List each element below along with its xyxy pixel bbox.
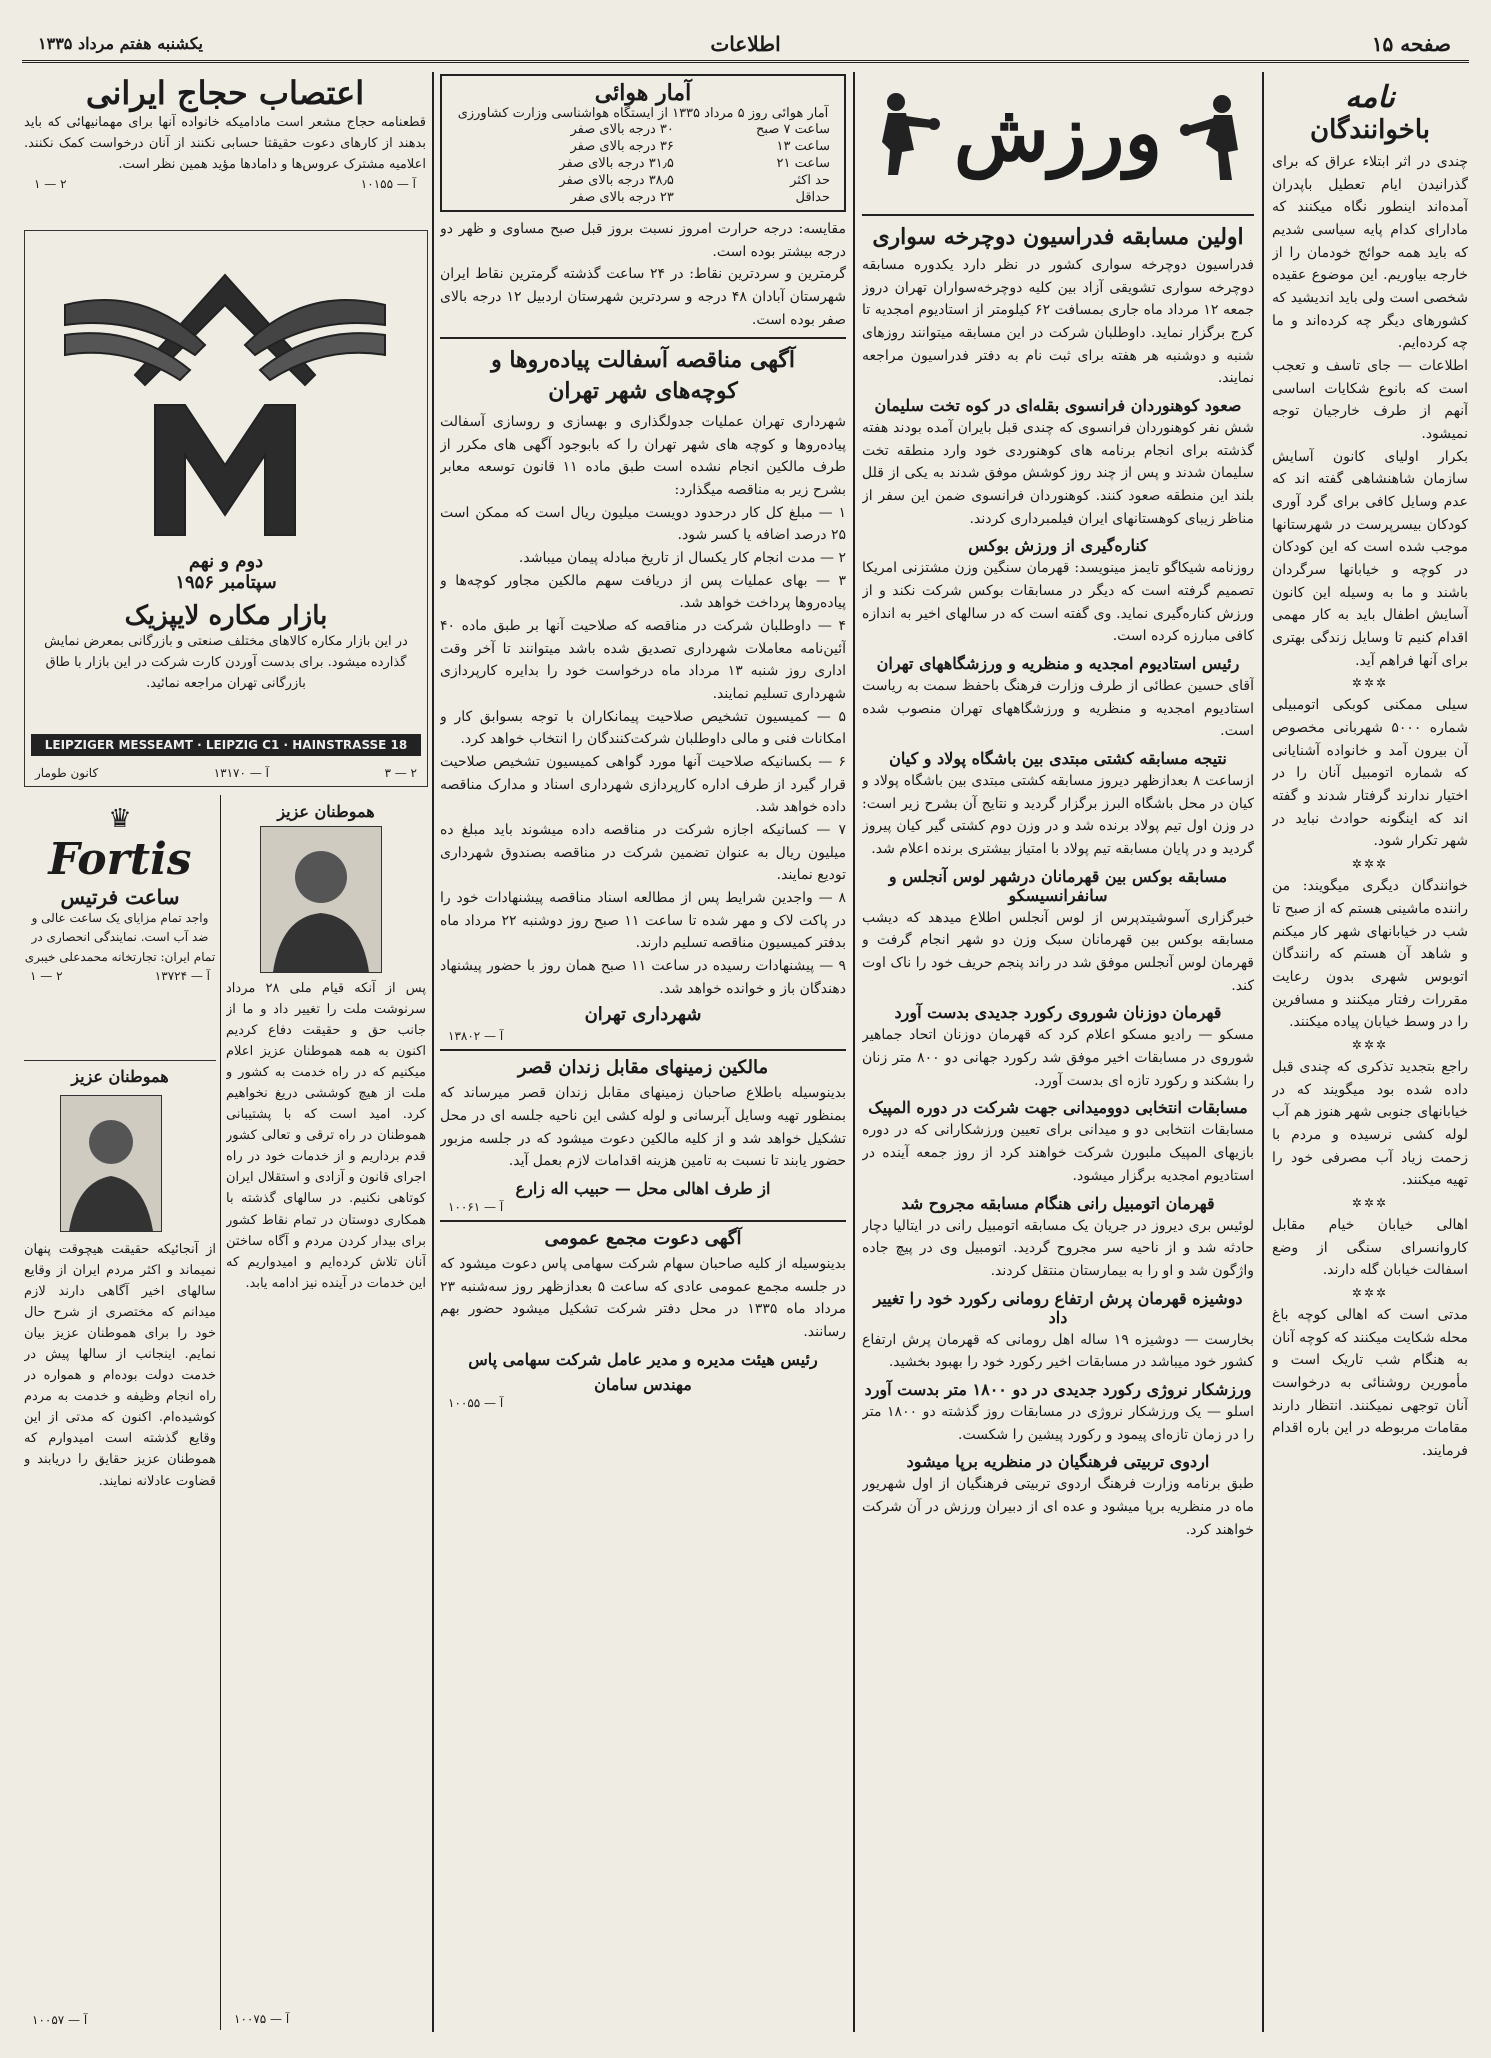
weather-table	[450, 121, 836, 206]
ad-code: آ — ۱۳۸۰۲	[448, 1029, 504, 1044]
sports-subheading: رئیس استادیوم امجدیه و منظریه و ورزشگاههای تهران	[876, 654, 1240, 674]
letters-title-script: نامه	[1345, 80, 1395, 115]
sports-article: شش نفر کوهنوردان فرانسوی که چندی قبل بایران آمده بودند هفته گذشته برای انجام برنامه های کوهنوردی خود وارد منطقه تخت سلیمان شدند و پس از چند روز کوشش موفق شدند به یکی از قلل بلند این منطقه صعود کنند. کوهنوردان فرانسوی ضمن این سفر از مناظر زیبای کوهستانهای ایران فیلمبرداری کردند.	[862, 420, 1254, 527]
sports-subheading: دوشیزه قهرمان پرش ارتفاع رومانی رکورد خود را تغییر داد	[873, 1288, 1243, 1327]
tender-paragraph: ۸ — واجدین شرایط پس از مطالعه اسناد مناقصه پیشنهادات خود را در پاکت لاک و مهر شده تا ساعت ۱۱ صبح روز دوشنبه ۲۲ مرداد ماه بدفتر کمیسیون مناقصه تسلیم دارند.	[440, 890, 846, 952]
separator-stars: ✲✲✲	[1351, 857, 1389, 872]
weather-time: ساعت ۱۳	[776, 139, 830, 154]
tender-paragraph: ۵ — کمیسیون تشخیص صلاحیت پیمانکاران با توجه بسوابق کار و امکانات فنی و مالی داوطلبان شرکت‌کنندگان را انتخاب خواهد کرد.	[440, 708, 846, 748]
section-divider	[440, 1049, 846, 1051]
ad-code: آ — ۱۳۷۲۴	[154, 969, 210, 984]
weather-time: ساعت ۲۱	[776, 156, 830, 171]
assembly-ad-signature: رئیس هیئت مدیره و مدیر عامل شرکت سهامی پاس	[468, 1349, 818, 1369]
ad-code: آ — ۱۰۱۵۵	[360, 177, 416, 192]
tender-paragraph: ۶ — بکسانیکه صلاحیت آنها مورد گواهی کمیسیون تشخیص صلاحیت قرار گیرد از طرف اداره کارپردازی شهرداری اسناد و مدارک مناقصه داده خواهد شد.	[440, 754, 846, 816]
fortis-brand: Fortis	[48, 834, 192, 885]
leipzig-text	[35, 551, 417, 694]
weather-value: ۳۰ درجه بالای صفر	[570, 122, 674, 137]
weather-value: ۳۱٫۵ درجه بالای صفر	[559, 156, 674, 171]
fair-banner: LEIPZIGER MESSEAMT · LEIPZIG C1 · HAINSTRASSE 18	[31, 734, 421, 756]
prison-ad-body: بدینوسیله باطلاع صاحبان زمینهای مقابل زندان قصر میرساند که بمنظور تهیه وسایل آبرسانی و لوله کشی این ناحیه جلسه ای در محل تشکیل خواهد شد و از کلیه مالکین دعوت میشود که در جلسه مزبور حضور یابند تا نسبت به تامین هزینه اقدامات لازم بعمل آید.	[440, 1085, 846, 1170]
sports-article: ازساعت ۸ بعدازظهر دیروز مسابقه کشتی مبتدی بین باشگاه پولاد و کیان در محل باشگاه البرز برگزار گردید و نتایج آن بشرح زیر است: در وزن اول تیم پولاد برنده شد و در وزن دوم کشتی گیر کیان پیروز گردید و در پایان مسابقه تیم پولاد با امتیاز بیشتری برنده اعلام شد.	[862, 773, 1254, 858]
weather-title: آمار هوائی	[594, 80, 692, 106]
portrait-photo	[260, 826, 382, 973]
sports-subheading: صعود کوهنوردان فرانسوی بقله‌ای در کوه تخت سلیمان	[874, 396, 1242, 416]
sports-article: آقای حسین عطائی از طرف وزارت فرهنگ باحفظ سمت به ریاست استادیوم امجدیه و منظریه و ورزشگاههای تهران منصوب شده است.	[862, 678, 1254, 740]
sports-article: بخارست — دوشیزه ۱۹ ساله اهل رومانی که قهرمان پرش ارتفاع کشور خود میباشد در مسابقات اخیر رکورد خود را بهبود بخشید.	[862, 1331, 1254, 1371]
letter-paragraph: راجع بتجدید تذکری که چندی قبل داده شده بود میگویند که در خیابانهای جنوبی شهر هنوز هم آب لوله کشی نرسیده و مردم با زحمت زیاد آب مصرفی خود را تهیه میکنند.	[1272, 1058, 1468, 1189]
issue-date: یکشنبه هفتم مرداد ۱۳۳۵	[38, 34, 203, 53]
middle-right-column	[440, 74, 846, 2032]
section-divider	[440, 337, 846, 339]
assembly-ad-signature-name: مهندس سامان	[594, 1374, 692, 1394]
fortis-title: ساعت فرتیس	[60, 885, 180, 909]
weather-row	[450, 138, 836, 155]
tender-paragraph: شهرداری تهران عملیات جدولگذاری و بهسازی و روسازی آسفالت پیاده‌روها و کوچه های شهر تهران را که بابوجود آگهی های مکرر از طرف مالکین انجام نشده است طبق ماده ۱۱ قانون توسعه معابر بشرح زیر به مناقصه میگذارد:	[440, 413, 846, 498]
crown-icon: ♛	[108, 804, 132, 834]
obituary-middle	[226, 796, 426, 2032]
tender-paragraph: ۷ — کسانیکه اجازه شرکت در مناقصه داده میشوند باید مبلغ ده میلیون ریال به عنوان تضمین شرکت در مناقصه بصندوق شهرداری تودیع نمایند.	[440, 822, 846, 884]
ad-code: آ — ۱۳۱۷۰	[213, 766, 269, 780]
sports-banner-title: ورزش	[953, 88, 1163, 179]
sports-subheading: مسابقات انتخابی دوومیدانی جهت شرکت در دوره المپیک	[868, 1098, 1248, 1118]
page-number: صفحه ۱۵	[1371, 32, 1451, 56]
separator-stars: ✲✲✲	[1351, 676, 1389, 691]
letter-paragraph: اطلاعات — جای تاسف و تعجب است که بانوع شکایات اساسی آنهم از طرف خارجیان توجه نمیشود.	[1272, 358, 1468, 443]
newspaper-name: اطلاعات	[710, 32, 781, 56]
fair-caption: کانون طومار	[35, 766, 99, 780]
hajj-ad	[24, 74, 426, 234]
fair-title: بازار مکاره لایپزیک	[124, 601, 328, 631]
assembly-ad-title: آگهی دعوت مجمع عمومی	[544, 1228, 742, 1250]
sports-article: فدراسیون دوچرخه سواری کشور در نظر دارد یکدوره مسابقه دوچرخه سواری تشویقی آزاد بین کلیه دوچرخه‌سواران تهران دروز جمعه ۱۲ مرداد ماه جاری بمسافت ۶۲ کیلومتر از استادیوم امجدیه تا کرج برگزار نماید. داوطلبان شرکت در این مسابقه میتوانند روزهای شنبه و دوشنبه هر هفته برای ثبت نام به دفتر فدراسیون مراجعه نمایند.	[862, 257, 1254, 387]
ad-code: ۳ — ۲	[384, 766, 417, 780]
portrait-icon	[261, 827, 381, 972]
ad-code: آ — ۱۰۰۷۵	[234, 2012, 290, 2026]
separator-stars: ✲✲✲	[1351, 1285, 1389, 1300]
prison-ad-title: مالکین زمینهای مقابل زندان قصر	[517, 1057, 769, 1079]
letter-paragraph: چندی در اثر ابتلاء عراق که برای گذرانیدن ایام تعطیل باپدران آمده‌اند اینطور نگاه میکنند که مادارای کدام پایه سیاسی شدیم که باید همه حوائج خودمان را از خارجه بیاوریم. این موضوع عقیده شخصی است ولی باید اندیشید که کشورهای دیگر چه کرده‌اند و ما چه کرده‌ایم.	[1272, 154, 1468, 352]
sports-article: روزنامه شیکاگو تایمز مینویسد: قهرمان سنگین وزن مشتزنی امریکا تصمیم گرفته است که دیگر در مسابقات بوکس شرکت نکند و از ورزش کناره‌گیری نماید. وی گفته است که در سالهای اخیر به اندازه کافی مبارزه کرده است.	[862, 560, 1254, 645]
fair-date-line: سپتامبر ۱۹۵۶	[175, 572, 277, 593]
sports-subheading: نتیجه مسابقه کشتی مبتدی بین باشگاه پولاد و کیان	[889, 749, 1227, 769]
tender-paragraph: ۱ — مبلغ کل کار درحدود دویست میلیون ریال است که ممکن است ۲۵ درصد اضافه یا کسر شود.	[440, 504, 846, 544]
page-header	[22, 30, 1469, 63]
sports-article: لوئیس بری دیروز در جریان یک مسابقه اتومبیل رانی در ایتالیا دچار حادثه شد و از ناحیه سر مجروح گردید. اتومبیل وی در پیچ جاده واژگون شد و او را به بیمارستان منتقل کردند.	[862, 1217, 1254, 1279]
weather-extremes: گرمترین و سردترین نقاط: در ۲۴ ساعت گذشته گرمترین نقاط ایران شهرستان آبادان ۴۸ درجه و سردترین شهرستان اردبیل ۱۲ درجه بالای صفر بوده است.	[440, 266, 846, 328]
leipzig-fair-ad	[24, 230, 428, 787]
weather-comparison: مقایسه: درجه حرارت امروز نسبت بروز قبل صبح مساوی و ظهر دو درجه بیشتر بوده است.	[440, 221, 846, 260]
sports-article: خبرگزاری آسوشیتدپرس از لوس آنجلس اطلاع میدهد که دیشب مسابقه بوکس بین قهرمانان سبک وزن دو شهر انجام گرفت و قهرمان لوس آنجلس موفق شد در راند پنجم حریف خود را ناک اوت کند.	[862, 909, 1254, 994]
weather-value: ۲۳ درجه بالای صفر	[570, 190, 674, 205]
tender-paragraph: ۹ — پیشنهادات رسیده در ساعت ۱۱ صبح همان روز با حضور پیشنهاد دهندگان باز و خوانده خواهد شد.	[440, 958, 846, 997]
weather-row	[450, 189, 836, 206]
sports-subheading: اردوی تربیتی فرهنگیان در منظریه برپا میشود	[906, 1452, 1210, 1472]
column-divider	[432, 72, 434, 2032]
letters-column	[1272, 74, 1468, 2032]
separator-stars: ✲✲✲	[1351, 1195, 1389, 1210]
letter-paragraph: بکرار اولیای کانون آسایش سازمان شاهنشاهی گفته اند که عدم وسایل کافی برای گرد آوری کودکان بیسرپرست در شهرستانها موجب شده است که این کودکان در کوچه و خیابانها سرگردان باشند و ما به وسیله این کانون آسایش اطفال باید به کار مهمی اقدام کنیم تا وسایل زندگی بهتری برای آنها فراهم آید.	[1272, 448, 1468, 669]
section-divider	[440, 1220, 846, 1222]
sports-banner	[862, 74, 1254, 216]
sports-subheading: کناره‌گیری از ورزش بوکس	[968, 536, 1148, 556]
weather-value: ۳۸٫۵ درجه بالای صفر	[559, 173, 674, 188]
hajj-ad-title: اعتصاب حجاج ایرانی	[85, 74, 365, 112]
hajj-ad-body: قطعنامه حجاج مشعر است مادامیکه خانواده آنها برای مهمانیهائی که باید بدهند از کارهای دعوت حقیقتا حسابی نکنند از آنان درخواست کمک نکنند. اعلامیه مشترک عروس‌ها و دامادها مؤید همین نظر است.	[24, 115, 426, 173]
sports-article: اسلو — یک ورزشکار نروژی در مسابقات روز گذشته دو ۱۸۰۰ متر را در زمان تازه‌ای پیمود و رکورد پیشین را شکست.	[862, 1403, 1254, 1443]
sports-headline: اولین مسابقه فدراسیون دوچرخه سواری	[872, 224, 1244, 250]
sports-article: مسابقات انتخابی دو و میدانی برای تعیین ورزشکارانی که در دوره بازیهای المپیک ملبورن شرکت خواهند کرد از روز جمعه آینده در استادیوم امجدیه برگزار میشود.	[862, 1122, 1254, 1184]
letter-paragraph: خوانندگان دیگری میگویند: من راننده ماشینی هستم که از صبح تا شب در خیابانهای شهر کار میکنم و شاهد آن هستم که رانندگان اتوبوس شهری بدون رعایت مقررات رفتار میکنند و مسافرین را در وسط خیابان پیاده میکنند.	[1272, 878, 1468, 1031]
obituary-body: از آنجائیکه حقیقت هیچوقت پنهان نمیماند و اکثر مردم ایران از وقایع سالهای اخیر آگاهی دارند لازم میدانم که مختصری از شرح حال خود را برای هموطنان عزیز بیان نمایم. اینجانب از سالها پیش در خدمت دولت بوده‌ام و همواره در راه انجام وظیفه و خدمت به مردم کوشیده‌ام. اکنون که مدتی از این وقایع گذشته است امیدوارم که هموطنان عزیز حقایق را دریابند و قضاوت عادلانه نمایند.	[24, 1242, 216, 1489]
tender-paragraph: ۴ — داوطلبان شرکت در مناقصه که صلاحیت آنها بر طبق ماده ۴۰ آئین‌نامه معاملات شهرداری تصدیق شده باشد میتوانند تا آخر وقت اداری روز شنبه ۱۳ مرداد ماه درخواست خود را بدایره کارپردازی شهرداری تسلیم نمایند.	[440, 618, 846, 703]
weather-intro: آمار هوائی روز ۵ مرداد ۱۳۳۵ از ایستگاه هواشناسی وزارت کشاورزی	[457, 106, 829, 121]
tender-signature: شهرداری تهران	[584, 1004, 702, 1026]
ad-code: ۱ — ۲	[30, 969, 63, 984]
tender-paragraph: ۳ — بهای عملیات پس از دریافت سهم مالکین مجاور کوچه‌ها و پیاده‌روها پرداخت خواهد شد.	[440, 572, 846, 612]
weather-time: ساعت ۷ صبح	[756, 122, 830, 137]
obituary-left	[24, 1060, 216, 2033]
sports-article: مسکو — رادیو مسکو اعلام کرد که قهرمان دوزنان اتحاد جماهیر شوروی در مسابقات اخیر موفق شد رکورد جهانی دو ۸۰۰ متر زنان را بشکند و رکورد تازه ای بدست آورد.	[862, 1027, 1254, 1089]
assembly-ad-body: بدینوسیله از کلیه صاحبان سهام شرکت سهامی پاس دعوت میشود که در جلسه مجمع عمومی عادی که ساعت ۵ بعدازظهر روز سه‌شنبه ۲۳ مرداد ماه ۱۳۳۵ در محل دفتر شرکت تشکیل میشود حضور بهم رسانند.	[440, 1256, 846, 1341]
weather-box	[440, 74, 846, 212]
fortis-codes	[30, 969, 210, 983]
letter-paragraph: مدتی است که اهالی کوچه باغ محله شکایت میکنند که کوچه آنان به هنگام شب تاریک است و مأمورین روشنائی به درخواست آنان توجهی نمیکنند. انتظار دارند مقامات مربوطه در این باره اقدام فرمایند.	[1272, 1306, 1468, 1459]
column-divider	[1262, 72, 1264, 2032]
letters-title: باخوانندگان	[1309, 115, 1430, 145]
hajj-ad-codes	[34, 177, 416, 191]
portrait-photo	[60, 1095, 162, 1232]
weather-row	[450, 121, 836, 138]
column-divider	[853, 72, 855, 2032]
ad-code: آ — ۱۰۰۵۷	[32, 2013, 88, 2027]
letter-paragraph: سیلی ممکنی کوبکی اتومبیلی شماره ۵۰۰۰ شهربانی مخصوص آن بیرون آمد و خانواده آشنایانی که شماره اتومبیل آنان را در اختیار ندارند گرفتار شدند و گفته اند که اینگونه حوادث نباید در شهر تکرار شود.	[1272, 697, 1468, 850]
weather-value: ۳۶ درجه بالای صفر	[570, 139, 674, 154]
column-divider	[220, 795, 221, 2030]
ad-code: آ — ۱۰۰۵۵	[448, 1395, 504, 1410]
letter-paragraph: اهالی خیابان خیام مقابل کاروانسرای سنگی از وضع اسفالت خیابان گله دارند.	[1272, 1216, 1468, 1279]
obituary-heading: هموطنان عزیز	[71, 1067, 169, 1086]
sports-column	[862, 74, 1254, 2032]
fair-body: در این بازار مکاره کالاهای مختلف صنعتی و بازرگانی بمعرض نمایش گذارده میشود. برای بدست آوردن کارت شرکت در این بازار با طاق بازرگانی تهران مراجعه نمائید.	[44, 634, 408, 692]
fortis-ad	[24, 796, 216, 1056]
leipzig-mm-logo-icon	[25, 235, 425, 555]
obituary-heading: هموطنان عزیز	[277, 802, 375, 821]
sports-subheading: قهرمان اتومبیل رانی هنگام مسابقه مجروح شد	[901, 1193, 1215, 1213]
tender-paragraph: ۲ — مدت انجام کار یکسال از تاریخ مبادله پیمان میباشد.	[518, 549, 846, 566]
sports-article: طبق برنامه وزارت فرهنگ اردوی تربیتی فرهنگیان از اول شهریور ماه در منظریه برپا میشود و عده ای از دبیران ورزش در آن شرکت خواهند کرد.	[862, 1476, 1254, 1538]
weather-time: حد اکثر	[790, 173, 830, 188]
fair-date-line: دوم و نهم	[188, 551, 264, 572]
sports-subheading: ورزشکار نروژی رکورد جدیدی در دو ۱۸۰۰ متر بدست آورد	[864, 1379, 1252, 1399]
portrait-icon	[61, 1096, 161, 1231]
obituary-body: پس از آنکه قیام ملی ۲۸ مرداد سرنوشت ملت را تغییر داد و ما از جانب حق و حقیقت دفاع کردیم اکنون به همه هموطنان عزیز اعلام میکنیم که در راه خدمت به کشور و ملت از هیچ کوششی دریغ نخواهیم کرد. امید است که با پشتیبانی هموطنان در راه ترقی و تعالی کشور قدم برداریم و از خدمات خود در راه اجرای قانون و آزادی و استقلال ایران کوتاهی نکنیم. در سالهای گذشته با همکاری دوستان در تمام نقاط کشور برای بیدار کردن مردم و آگاه ساختن آنان تلاش کرده‌ایم و امیدواریم که این خدمات در آینده نیز ادامه یابد.	[226, 981, 426, 1291]
sports-subheading: مسابقه بوکس بین قهرمانان درشهر لوس آنجلس و سانفرانسیسکو	[888, 866, 1228, 905]
weather-row	[450, 172, 836, 189]
weather-time: حداقل	[795, 190, 830, 205]
ad-code: آ — ۱۰۰۶۱	[448, 1200, 504, 1215]
ad-code: ۱ — ۲	[34, 177, 67, 192]
weather-row	[450, 155, 836, 172]
fair-codes	[35, 766, 417, 780]
separator-stars: ✲✲✲	[1351, 1037, 1389, 1052]
tender-title: آگهی مناقصه آسفالت پیاده‌روها و کوچه‌های شهر تهران	[491, 347, 795, 405]
fortis-body: واجد تمام مزایای یک ساعت عالی و ضد آب است. نمایندگی انحصاری در تمام ایران: تجارتخانه محمدعلی خیبری	[24, 911, 216, 964]
sports-subheading: قهرمان دوزنان شوروی رکورد جدیدی بدست آورد	[894, 1003, 1222, 1023]
prison-ad-signature: از طرف اهالی محل — حبیب اله زارع	[515, 1179, 771, 1199]
